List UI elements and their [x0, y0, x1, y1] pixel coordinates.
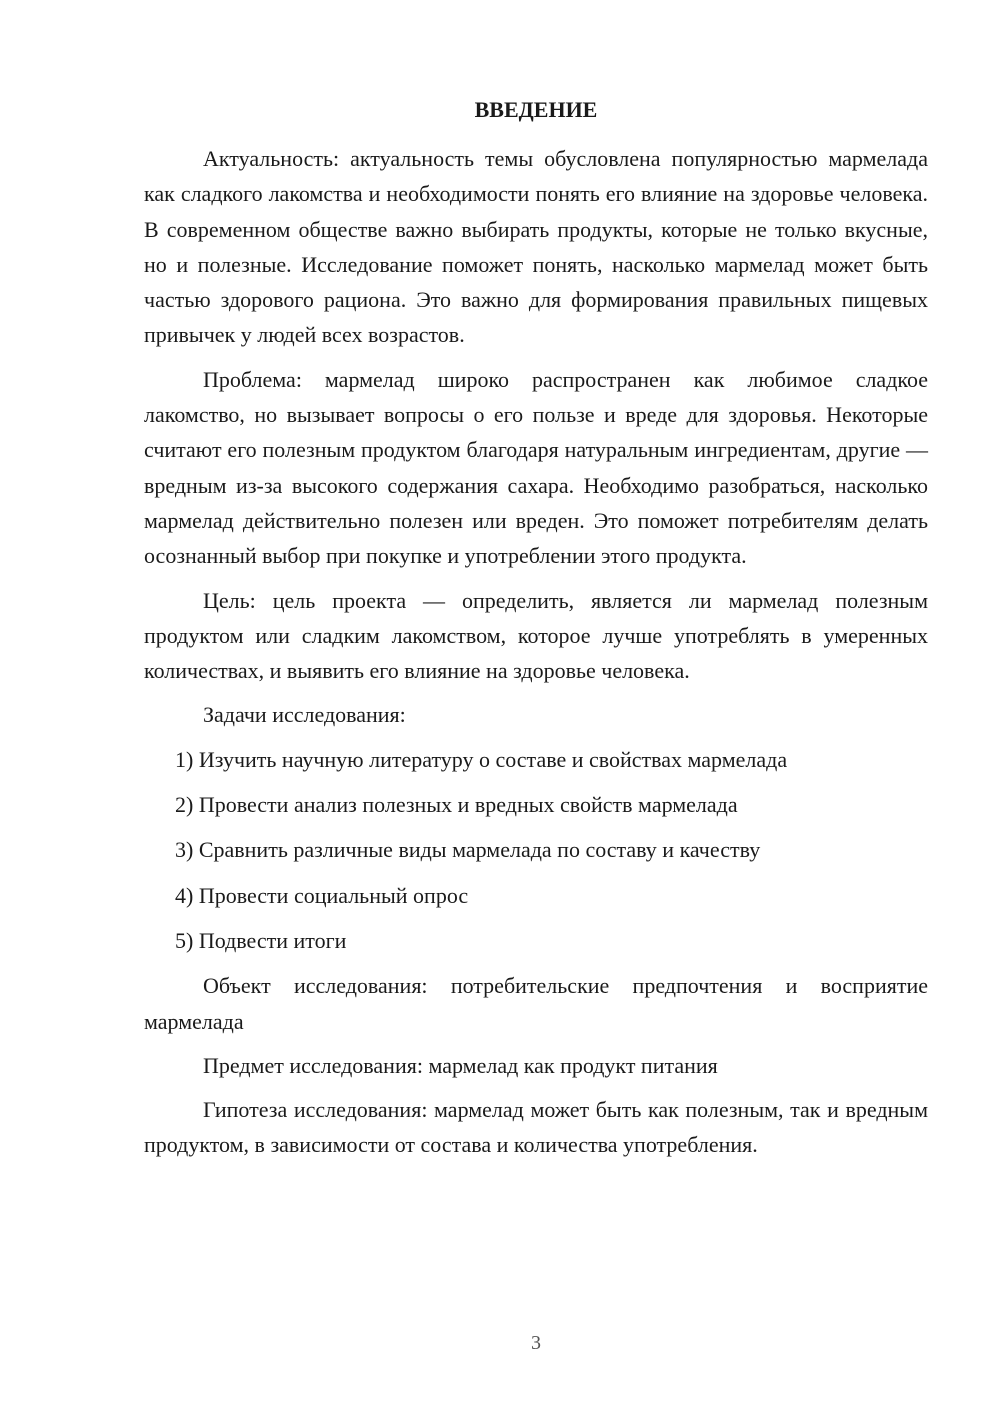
paragraph-problem: Проблема: мармелад широко распространен как любимое сладкое лакомство, но вызывает вопросы о его пользе и вреде для здоровья. Некоторые считают его полезным продуктом благодаря натуральным ингредиентам, другие — вредным из-за высокого содержания сахара. Необходимо разобраться, насколько мармелад действительно полезен или вреден. Это поможет потребителям делать осознанный выбор при покупке и употреблении этого продукта. — [144, 366, 928, 569]
page-number: 3 — [531, 1332, 541, 1354]
paragraph-tasks-title: Задачи исследования: — [203, 702, 406, 728]
tasks-list — [144, 742, 928, 958]
task-item: 4) Провести социальный опрос — [175, 882, 469, 908]
task-item: 5) Подвести итоги — [175, 927, 347, 953]
task-item: 2) Провести анализ полезных и вредных свойств мармелада — [175, 792, 738, 818]
paragraph-goal: Цель: цель проекта — определить, является ли мармелад полезным продуктом или сладким лакомством, которое лучше употреблять в умеренных количествах, и выявить его влияние на здоровье человека. — [144, 587, 928, 684]
document-page — [144, 92, 928, 1172]
task-item: 3) Сравнить различные виды мармелада по составу и качеству — [175, 837, 761, 863]
paragraph-relevance: Актуальность: актуальность темы обусловлена популярностью мармелада как сладкого лакомства и необходимости понять его влияние на здоровье человека. В современном обществе важно выбирать продукты, которые не только вкусные, но и полезные. Исследование поможет понять, насколько мармелад может быть частью здорового рациона. Это важно для формирования правильных пищевых привычек у людей всех возрастов. — [144, 146, 928, 348]
paragraph-subject: Предмет исследования: мармелад как продукт питания — [203, 1052, 718, 1078]
task-item: 1) Изучить научную литературу о составе и свойствах мармелада — [175, 746, 788, 772]
section-heading: ВВЕДЕНИЕ — [474, 97, 598, 122]
paragraph-hypothesis: Гипотеза исследования: мармелад может быть как полезным, так и вредным продуктом, в зависимости от состава и количества употребления. — [144, 1097, 928, 1158]
paragraph-object: Объект исследования: потребительские предпочтения и восприятие мармелада — [144, 973, 928, 1034]
